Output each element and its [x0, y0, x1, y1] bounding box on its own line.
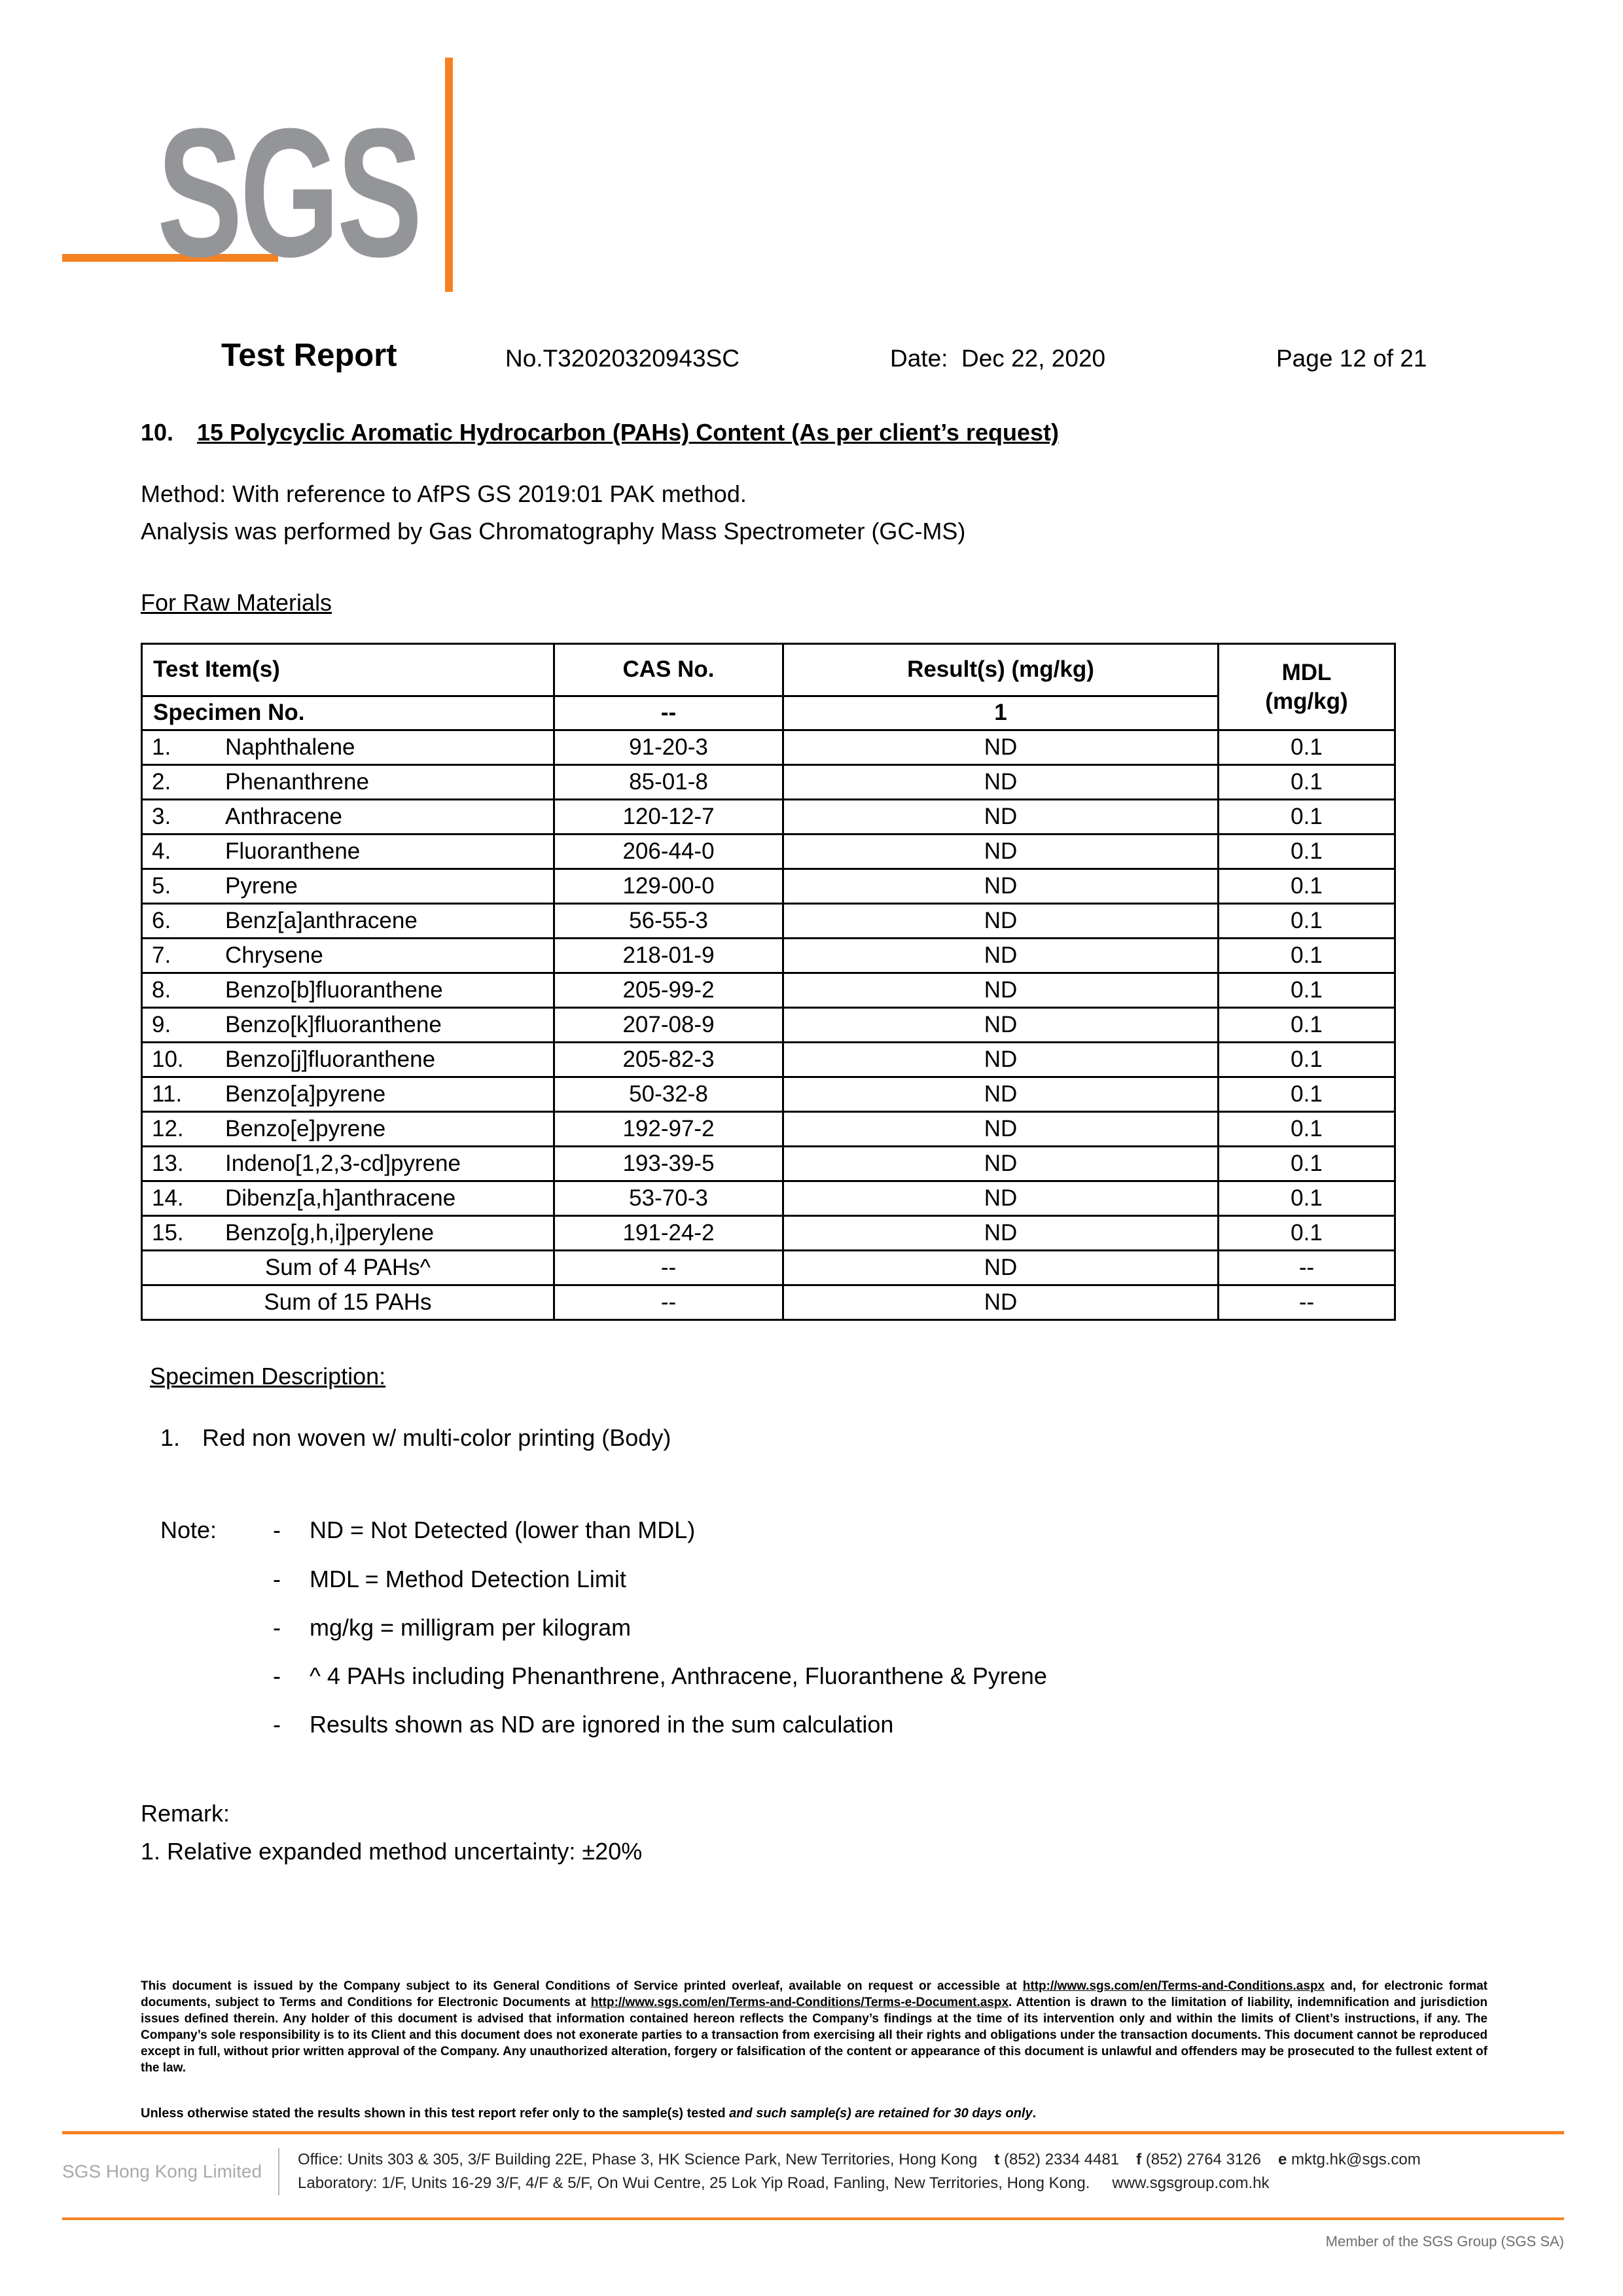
row-mdl: 0.1 [1219, 1216, 1395, 1251]
row-number: 11. [152, 1081, 183, 1107]
note-item [273, 1515, 1047, 1545]
row-result: ND [783, 834, 1219, 869]
row-test-item: Benzo[j]fluoranthene [225, 1046, 436, 1072]
table-row [142, 800, 1395, 834]
specimen-item-number: 1. [160, 1424, 181, 1452]
report-header [0, 338, 1623, 383]
row-result: ND [783, 1216, 1219, 1251]
row-mdl: 0.1 [1219, 1112, 1395, 1147]
note-item-text: ND = Not Detected (lower than MDL) [310, 1516, 696, 1544]
specimen-cas: -- [554, 696, 783, 730]
address-lines [298, 2148, 1421, 2195]
row-cas: 205-82-3 [554, 1043, 783, 1077]
address-divider [278, 2148, 279, 2195]
sum-cas: -- [554, 1285, 783, 1320]
sum-result: ND [783, 1285, 1219, 1320]
note-item [273, 1613, 1047, 1643]
sgs-logo [62, 56, 488, 304]
section-title: 15 Polycyclic Aromatic Hydrocarbon (PAHs) Content (As per client’s request) [197, 419, 1059, 446]
table-row [142, 869, 1395, 904]
row-mdl: 0.1 [1219, 1181, 1395, 1216]
row-cas: 218-01-9 [554, 939, 783, 973]
legal-text-segment: and, for electronic format documents, subject to Terms and Conditions for Electronic Documents at [141, 1979, 1488, 2009]
table-row [142, 973, 1395, 1008]
row-test-item: Indeno[1,2,3-cd]pyrene [225, 1150, 461, 1176]
row-mdl: 0.1 [1219, 800, 1395, 834]
row-result: ND [783, 1181, 1219, 1216]
row-number: 3. [152, 803, 171, 829]
note-item [273, 1710, 1047, 1740]
sgs-logo-text: SGS [157, 91, 420, 295]
section-heading [141, 418, 1396, 448]
row-cas: 85-01-8 [554, 765, 783, 800]
row-cas: 192-97-2 [554, 1112, 783, 1147]
row-test-item: Phenanthrene [225, 768, 369, 795]
row-test-item: Dibenz[a,h]anthracene [225, 1185, 456, 1211]
sum-result: ND [783, 1251, 1219, 1285]
table-row [142, 1043, 1395, 1077]
note-item-text: Results shown as ND are ignored in the sum calculation [310, 1710, 894, 1738]
office-contacts [977, 2151, 1420, 2168]
laboratory-address-line [298, 2172, 1421, 2195]
row-number: 8. [152, 977, 171, 1003]
row-result: ND [783, 1043, 1219, 1077]
logo-vertical-bar [445, 58, 453, 292]
row-test-item: Benzo[g,h,i]perylene [225, 1219, 435, 1246]
method-line-1: Method: With reference to AfPS GS 2019:01 PAK method. [141, 480, 747, 508]
date-value: Dec 22, 2020 [961, 345, 1106, 372]
subsection-title: For Raw Materials [141, 589, 332, 617]
contact-item: e mktg.hk@sgs.com [1277, 2151, 1421, 2168]
row-mdl: 0.1 [1219, 1043, 1395, 1077]
legal-text-segment: . Attention is drawn to the limitation of liability, indemnification and jurisdiction issues defined therein. Any holder of this document is advised that information contained hereon reflects the Company’s findings at the time of its intervention only and within the limits of Client’s instructions, if any. The Company’s sole responsibility is to its Client and this document does not exonerate parties to a transaction from exercising all their rights and obligations under the transaction documents. This document cannot be reproduced except in full, without prior written approval of the Company. Any unauthorized alteration, forgery or falsification of the content or appearance of this document is unlawful and offenders may be prosecuted to the fullest extent of the law. [141, 1996, 1488, 2075]
note-item-text: ^ 4 PAHs including Phenanthrene, Anthracene, Fluoranthene & Pyrene [310, 1662, 1047, 1689]
row-mdl: 0.1 [1219, 939, 1395, 973]
row-cas: 129-00-0 [554, 869, 783, 904]
row-cas: 50-32-8 [554, 1077, 783, 1112]
office-address: Office: Units 303 & 305, 3/F Building 22E, Phase 3, HK Science Park, New Territories, Hong Kong [298, 2151, 978, 2168]
results-table [141, 643, 1396, 1321]
sum-label: Sum of 4 PAHs^ [142, 1251, 554, 1285]
row-number: 6. [152, 907, 171, 933]
table-row [142, 1147, 1395, 1181]
row-mdl: 0.1 [1219, 904, 1395, 939]
note-item-dash: - [273, 1662, 281, 1689]
table-row [142, 834, 1395, 869]
results-tbody [142, 730, 1395, 1320]
note-item [273, 1564, 1047, 1594]
contact-item: f (852) 2764 3126 [1136, 2151, 1261, 2168]
footer-bottom-rule [62, 2217, 1564, 2220]
row-test-item: Anthracene [225, 803, 343, 829]
remark-label: Remark: [141, 1799, 230, 1827]
legal-paragraph [141, 1978, 1488, 2076]
row-number: 7. [152, 942, 171, 968]
row-test-item: Pyrene [225, 872, 298, 899]
mdl-unit: (mg/kg) [1265, 688, 1348, 714]
row-mdl: 0.1 [1219, 834, 1395, 869]
table-row [142, 939, 1395, 973]
table-row [142, 1216, 1395, 1251]
row-result: ND [783, 1077, 1219, 1112]
row-number: 13. [152, 1150, 184, 1176]
specimen-description-item [160, 1423, 1396, 1453]
table-row [142, 730, 1395, 765]
sgs-member-line: Member of the SGS Group (SGS SA) [1325, 2233, 1564, 2250]
row-cas: 53-70-3 [554, 1181, 783, 1216]
row-result: ND [783, 800, 1219, 834]
row-number: 2. [152, 768, 171, 795]
sum-cas: -- [554, 1251, 783, 1285]
table-row [142, 1112, 1395, 1147]
row-number: 9. [152, 1011, 171, 1037]
row-test-item: Benzo[b]fluoranthene [225, 977, 443, 1003]
row-number: 4. [152, 838, 171, 864]
row-number: 10. [152, 1046, 184, 1072]
sum-row [142, 1251, 1395, 1285]
table-row [142, 1181, 1395, 1216]
method-line-2: Analysis was performed by Gas Chromatography Mass Spectrometer (GC-MS) [141, 518, 966, 545]
row-mdl: 0.1 [1219, 1147, 1395, 1181]
company-name: SGS Hong Kong Limited [62, 2161, 262, 2181]
row-number: 15. [152, 1219, 184, 1246]
col-header-mdl [1219, 644, 1395, 730]
row-cas: 56-55-3 [554, 904, 783, 939]
specimen-result: 1 [783, 696, 1219, 730]
sum-row [142, 1285, 1395, 1320]
row-cas: 205-99-2 [554, 973, 783, 1008]
row-test-item: Benzo[e]pyrene [225, 1115, 386, 1141]
sum-mdl: -- [1219, 1251, 1395, 1285]
row-cas: 193-39-5 [554, 1147, 783, 1181]
row-number: 1. [152, 734, 171, 760]
sum-mdl: -- [1219, 1285, 1395, 1320]
row-number: 5. [152, 872, 171, 899]
terms-link[interactable]: http://www.sgs.com/en/Terms-and-Conditions/Terms-e-Document.aspx [590, 1996, 1009, 2009]
row-result: ND [783, 973, 1219, 1008]
specimen-no-label: Specimen No. [142, 696, 554, 730]
note-item-dash: - [273, 1565, 281, 1592]
row-result: ND [783, 904, 1219, 939]
row-test-item: Benzo[k]fluoranthene [225, 1011, 442, 1037]
row-result: ND [783, 869, 1219, 904]
remark-text: 1. Relative expanded method uncertainty: ±20% [141, 1837, 643, 1865]
row-cas: 191-24-2 [554, 1216, 783, 1251]
specimen-row [142, 696, 1395, 730]
row-mdl: 0.1 [1219, 765, 1395, 800]
note-item [273, 1661, 1047, 1691]
row-number: 14. [152, 1185, 184, 1211]
row-mdl: 0.1 [1219, 1077, 1395, 1112]
row-test-item: Benz[a]anthracene [225, 907, 418, 933]
row-result: ND [783, 939, 1219, 973]
col-header-test-items: Test Item(s) [142, 644, 554, 696]
page-number: Page 12 of 21 [1276, 345, 1427, 372]
results-note-italic: and such sample(s) are retained for 30 days only [729, 2106, 1033, 2121]
specimen-item-text: Red non woven w/ multi-color printing (Body) [202, 1424, 671, 1452]
website-link[interactable]: www.sgsgroup.com.hk [1112, 2174, 1270, 2192]
table-header-row [142, 644, 1395, 696]
row-result: ND [783, 1008, 1219, 1043]
results-note-plain: Unless otherwise stated the results shown in this test report refer only to the sample(s) tested [141, 2106, 730, 2121]
terms-link[interactable]: http://www.sgs.com/en/Terms-and-Conditions.aspx [1022, 1979, 1325, 1993]
row-result: ND [783, 765, 1219, 800]
row-mdl: 0.1 [1219, 1008, 1395, 1043]
row-test-item: Benzo[a]pyrene [225, 1081, 386, 1107]
laboratory-address: Laboratory: 1/F, Units 16-29 3/F, 4/F & 5/F, On Wui Centre, 25 Lok Yip Road, Fanling, New Territories, Hong Kong. [298, 2174, 1090, 2192]
table-row [142, 1008, 1395, 1043]
remark-block [141, 1799, 1396, 1867]
note-label: Note: [160, 1516, 217, 1544]
legal-text-segment: This document is issued by the Company subject to its General Conditions of Service printed overleaf, available on request or accessible at [141, 1979, 1023, 1993]
table-row [142, 1077, 1395, 1112]
results-retention-note [141, 2106, 1488, 2121]
note-item-dash: - [273, 1516, 281, 1544]
row-cas: 206-44-0 [554, 834, 783, 869]
row-result: ND [783, 1112, 1219, 1147]
row-mdl: 0.1 [1219, 730, 1395, 765]
row-result: ND [783, 1147, 1219, 1181]
report-title: Test Report [221, 338, 397, 373]
row-test-item: Naphthalene [225, 734, 355, 760]
row-mdl: 0.1 [1219, 973, 1395, 1008]
footer-top-rule [62, 2131, 1564, 2134]
row-cas: 91-20-3 [554, 730, 783, 765]
report-number: No.T32020320943SC [505, 345, 740, 372]
table-row [142, 904, 1395, 939]
row-test-item: Chrysene [225, 942, 323, 968]
results-note-end: . [1032, 2106, 1037, 2121]
footer-address-block [62, 2148, 1564, 2195]
sum-label: Sum of 15 PAHs [142, 1285, 554, 1320]
date-label: Date: [890, 345, 948, 372]
row-cas: 120-12-7 [554, 800, 783, 834]
note-item-text: MDL = Method Detection Limit [310, 1565, 626, 1592]
section-number: 10. [141, 419, 174, 446]
mdl-label: MDL [1281, 660, 1332, 686]
row-mdl: 0.1 [1219, 869, 1395, 904]
note-item-text: mg/kg = milligram per kilogram [310, 1613, 632, 1641]
row-number: 12. [152, 1115, 184, 1141]
report-body [141, 418, 1396, 1867]
row-result: ND [783, 730, 1219, 765]
table-row [142, 765, 1395, 800]
note-item-dash: - [273, 1613, 281, 1641]
contact-item: t (852) 2334 4481 [994, 2151, 1120, 2168]
col-header-result: Result(s) (mg/kg) [783, 644, 1219, 696]
note-item-dash: - [273, 1710, 281, 1738]
row-cas: 207-08-9 [554, 1008, 783, 1043]
note-items [273, 1515, 1047, 1757]
row-test-item: Fluoranthene [225, 838, 361, 864]
report-date [890, 345, 1105, 372]
specimen-description-title: Specimen Description: [150, 1363, 386, 1390]
col-header-cas: CAS No. [554, 644, 783, 696]
note-block [160, 1515, 1396, 1757]
office-address-line [298, 2148, 1421, 2172]
